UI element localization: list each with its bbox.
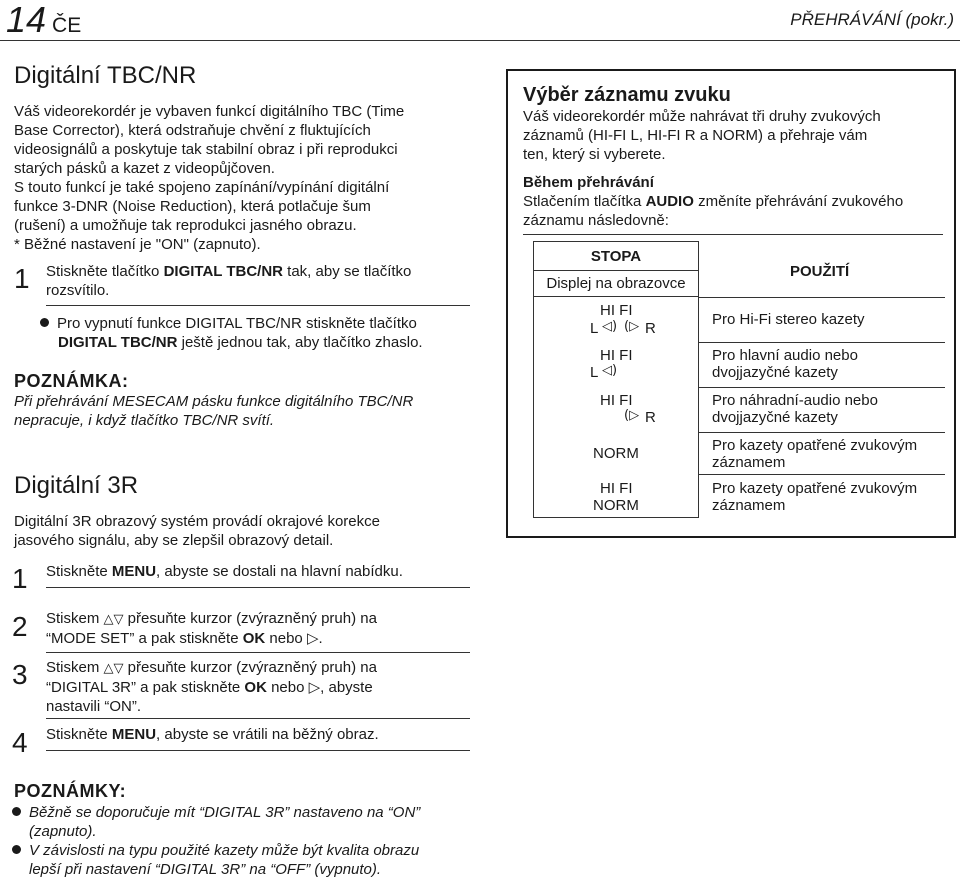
tbc-para2-line: (rušení) a umožňuje tak reprodukci jasného obrazu. [14, 217, 357, 234]
d3r-step-4 [46, 725, 476, 744]
d3r-step-number: 1 [12, 563, 28, 594]
tbc-para2-line: * Běžné nastavení je "ON" (zapnuto). [14, 236, 261, 253]
d3r-step4-text: Stiskněte [46, 726, 112, 743]
display-header: Displej na obrazovce [546, 275, 686, 292]
track-label-2: NORM [593, 497, 639, 514]
use-text: záznamem [712, 497, 786, 514]
audio-title: Výběr záznamu zvuku [523, 84, 731, 106]
menu-button-label: MENU [111, 726, 157, 743]
page-number: 14 [6, 0, 47, 40]
d3r-step3-line3: nastavili “ON”. [46, 698, 142, 715]
d3r-notes-title: POZNÁMKY: [14, 781, 127, 801]
tbc-para1-line: starých pásků a kazet z videopůjčoven. [14, 160, 275, 177]
use-text: Pro náhradní-audio nebo [712, 392, 878, 409]
d3r-step3-line2: “DIGITAL 3R” a pak stiskněte [46, 679, 245, 696]
stopa-header: STOPA [590, 248, 642, 265]
d3r-step-number: 2 [12, 611, 28, 642]
tbc-bullet-button: DIGITAL TBC/NR [58, 334, 178, 351]
use-text: Pro kazety opatřené zvukovým [712, 480, 918, 497]
track-label: HI FI [600, 392, 633, 409]
d3r-note-line: V závislosti na typu použité kazety může být kvalita obrazu [29, 842, 420, 859]
bullet-icon [40, 318, 49, 327]
speaker-left-icon: ◁) [602, 319, 618, 334]
audio-rule [523, 234, 943, 235]
row-rule [699, 297, 945, 298]
tbc-step1-text-end: tak, aby se tlačítko [283, 263, 412, 280]
d3r-title: Digitální 3R [14, 472, 139, 499]
tbc-note-line: Při přehrávání MESECAM pásku funkce digitálního TBC/NR [14, 393, 414, 410]
row-rule [699, 474, 945, 475]
use-header: POUŽITÍ [790, 263, 850, 280]
ok-button-label: OK [244, 679, 267, 696]
d3r-step-2 [46, 609, 476, 648]
audio-intro-line: ten, který si vyberete. [523, 146, 666, 163]
tbc-para1-line: Váš videorekordér je vybaven funkcí digitálního TBC (Time [14, 103, 405, 120]
track-right: R [645, 320, 656, 337]
d3r-step3-text-mid: přesuňte kurzor (zvýrazněný pruh) na [123, 659, 377, 676]
tbc-bullet-text: Pro vypnutí funkce DIGITAL TBC/NR stiskněte tlačítko [57, 315, 417, 332]
tbc-bullet [40, 314, 480, 352]
d3r-step3-text: Stiskem [46, 659, 104, 676]
d3r-step1-text: Stiskněte [46, 563, 112, 580]
d3r-step-number: 4 [12, 727, 28, 758]
d3r-step-number: 3 [12, 659, 28, 690]
tbc-para2-line: S touto funkcí je také spojeno zapínání/vypínání digitální [14, 179, 390, 196]
tbc-step-number: 1 [14, 263, 30, 294]
tbc-para2-line: funkce 3-DNR (Noise Reduction), která potlačuje šum [14, 198, 371, 215]
d3r-intro-line: Digitální 3R obrazový systém provádí okrajové korekce [14, 513, 380, 530]
up-down-arrows-icon: △▽ [103, 612, 124, 627]
d3r-intro-line: jasového signálu, aby se zlepšil obrazový detail. [14, 532, 334, 549]
tbc-step-1 [46, 262, 476, 300]
section-title: PŘEHRÁVÁNÍ (pokr.) [790, 10, 954, 29]
audio-subtitle: Během přehrávání [523, 174, 654, 191]
track-left: L [590, 320, 599, 337]
tbc-step1-line2: rozsvítilo. [46, 282, 110, 299]
track-label: HI FI [600, 480, 633, 497]
d3r-step4-rule [46, 750, 470, 751]
tbc-note-title: POZNÁMKA: [14, 371, 129, 391]
tbc-paragraph-1 [14, 102, 484, 254]
audio-sub-text [523, 192, 953, 230]
bullet-icon [12, 845, 21, 854]
audio-intro-line: Váš videorekordér může nahrávat tři druhy zvukových [523, 108, 881, 125]
speaker-right-icon: (▷ [624, 408, 640, 423]
d3r-notes [12, 803, 482, 879]
speaker-left-icon: ◁) [602, 363, 618, 378]
tbc-note-line: nepracuje, i když tlačítko TBC/NR svítí. [14, 412, 275, 429]
tbc-note [14, 392, 484, 430]
d3r-step2-rule [46, 652, 470, 653]
tbc-button-name: DIGITAL TBC/NR [163, 263, 283, 280]
track-label: HI FI [600, 347, 633, 364]
use-text: záznamem [712, 454, 786, 471]
up-down-arrows-icon: △▽ [103, 661, 124, 676]
tbc-step1-text: Stiskněte tlačítko [46, 263, 164, 280]
tbc-step-rule [46, 305, 470, 306]
language-code: ČE [52, 14, 82, 37]
audio-intro [523, 107, 943, 164]
row-rule [699, 342, 945, 343]
audio-intro-line: záznamů (HI-FI L, HI-FI R a NORM) a přehraje vám [523, 127, 868, 144]
page-header-left [6, 0, 81, 44]
use-text: Pro hlavní audio nebo [712, 347, 858, 364]
d3r-note-line: lepší při nastavení “DIGITAL 3R” na “OFF” (vypnuto). [29, 861, 382, 878]
d3r-step3-rule [46, 718, 470, 719]
tbc-para1-line: Base Corrector), která odstraňuje chvění z fluktujících [14, 122, 371, 139]
track-label: NORM [593, 445, 639, 462]
d3r-step3-line2-end: nebo ▷, abyste [266, 679, 373, 696]
row-rule [699, 432, 945, 433]
d3r-step1-rule [46, 587, 470, 588]
tbc-bullet-text-end: ještě jednou tak, aby tlačítko zhaslo. [177, 334, 423, 351]
d3r-step2-line2: “MODE SET” a pak stiskněte [46, 630, 243, 647]
header-rule [0, 40, 960, 41]
d3r-step2-text: Stiskem [46, 610, 104, 627]
speaker-right-icon: (▷ [624, 319, 640, 334]
d3r-step4-text-end: , abyste se vrátili na běžný obraz. [156, 726, 379, 743]
d3r-step1-text-end: , abyste se dostali na hlavní nabídku. [156, 563, 403, 580]
tbc-title: Digitální TBC/NR [14, 62, 197, 89]
d3r-note-line: (zapnuto). [29, 823, 97, 840]
d3r-note-line: Běžně se doporučuje mít “DIGITAL 3R” nastaveno na “ON” [29, 804, 421, 821]
bullet-icon [12, 807, 21, 816]
track-right: R [645, 409, 656, 426]
use-text: dvojjazyčné kazety [712, 364, 838, 381]
audio-sub-text-start: Stlačením tlačítka [523, 193, 646, 210]
menu-button-label: MENU [111, 563, 157, 580]
audio-sub-line2: záznamu následovně: [523, 212, 669, 229]
track-label: HI FI [600, 302, 633, 319]
audio-sub-text-end: změníte přehrávání zvukového [693, 193, 904, 210]
d3r-step2-line2-end: nebo ▷. [265, 630, 323, 647]
ok-button-label: OK [242, 630, 266, 647]
use-text: Pro kazety opatřené zvukovým [712, 437, 918, 454]
audio-button-label: AUDIO [645, 193, 694, 210]
stopa-header-box [533, 241, 699, 297]
row-rule [699, 387, 945, 388]
use-text: dvojjazyčné kazety [712, 409, 838, 426]
use-text: Pro Hi-Fi stereo kazety [712, 311, 865, 328]
track-left: L [590, 364, 599, 381]
d3r-step-3 [46, 658, 476, 716]
d3r-intro [14, 512, 484, 550]
d3r-step2-text-mid: přesuňte kurzor (zvýrazněný pruh) na [123, 610, 377, 627]
d3r-step-1 [46, 562, 476, 581]
tbc-para1-line: videosignálů a poskytuje tak stabilní obraz i při reprodukci [14, 141, 398, 158]
